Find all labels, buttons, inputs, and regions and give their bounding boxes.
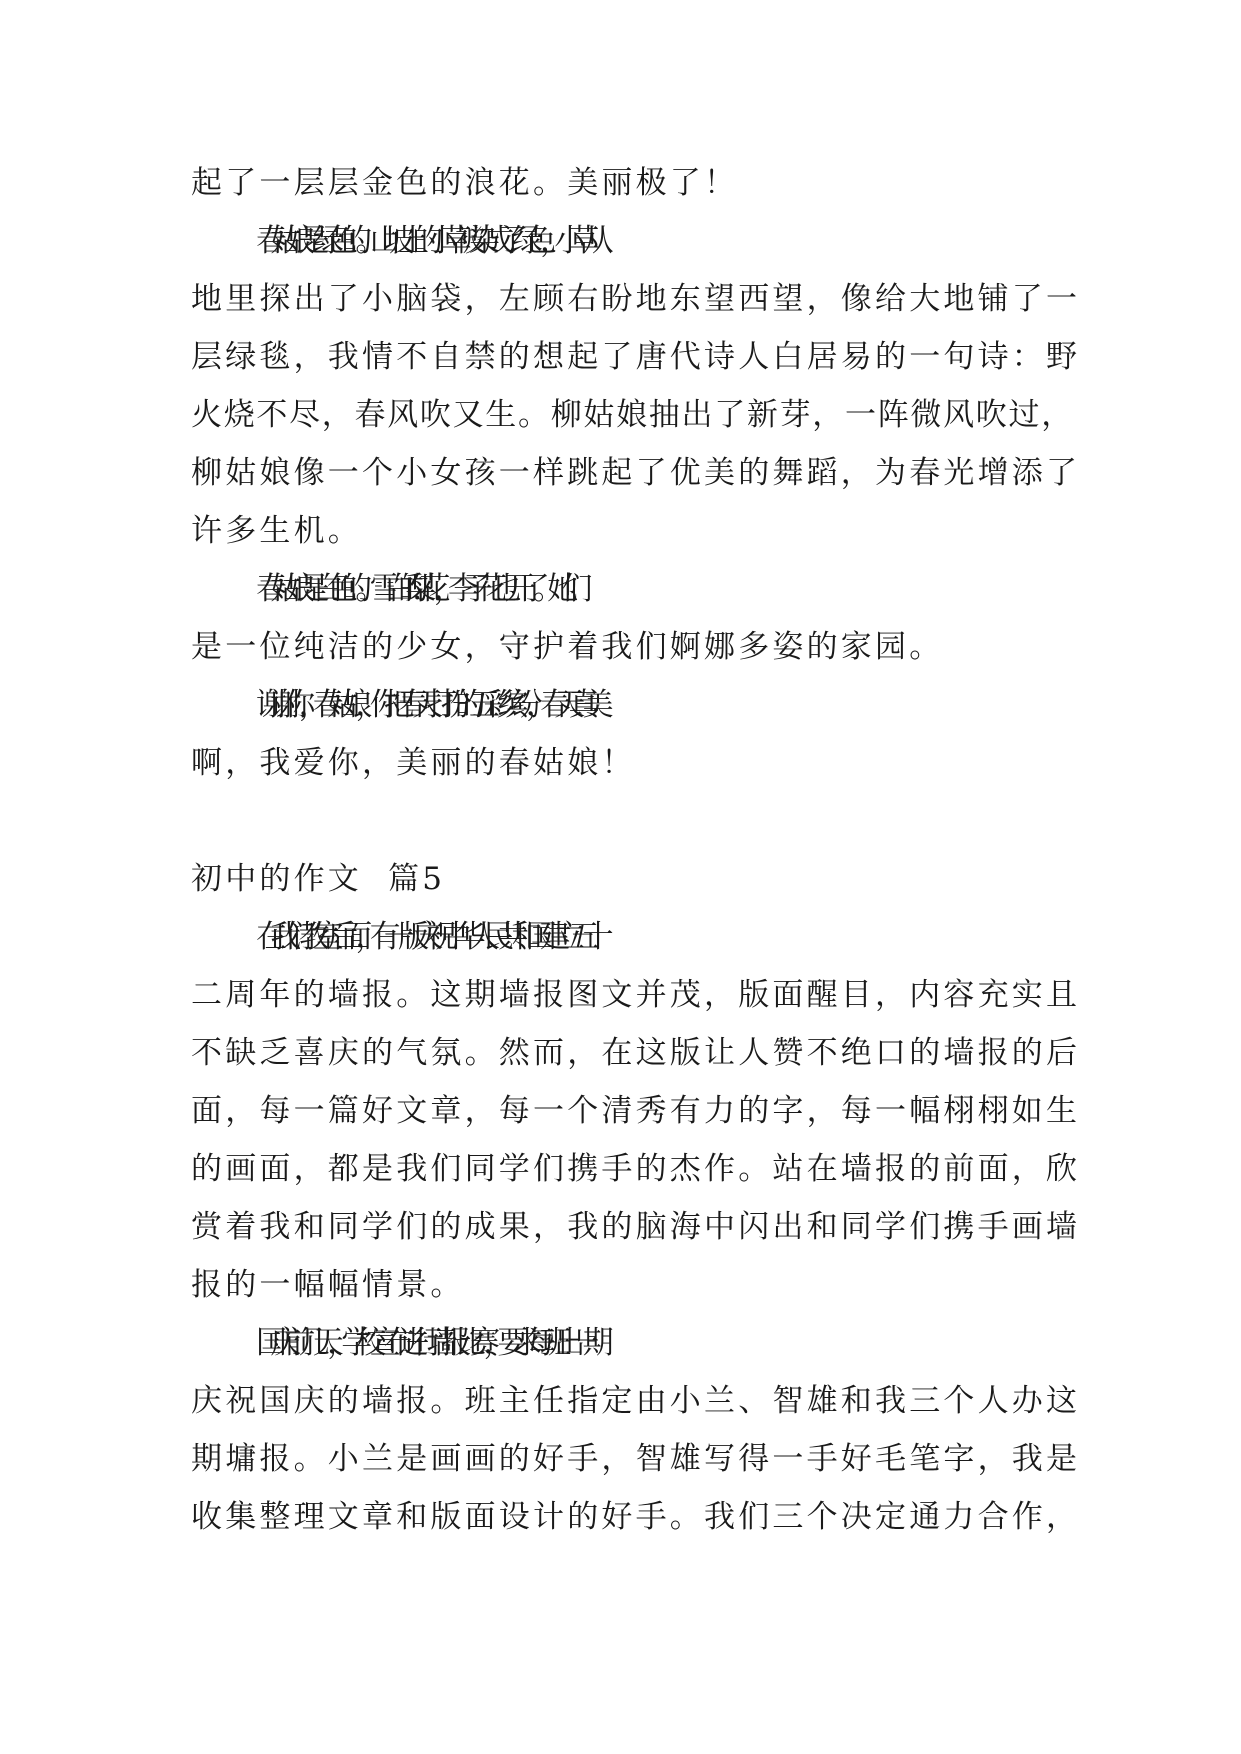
text-line: 是一位纯洁的少女，守护着我们婀娜多姿的家园。	[191, 629, 944, 665]
text-line: 地里探出了小脑袋，左顾右盼地东望西望，像给大地铺了一	[191, 281, 1081, 317]
text-line: 期墉报。小兰是画画的好手，智雄写得一手好毛笔字，我是	[191, 1441, 1081, 1477]
text-line: 面，每一篇好文章，每一个清秀有力的字，每一幅栩栩如生	[191, 1093, 1081, 1129]
text-line: 火烧不尽，春风吹又生。柳姑娘抽出了新芽，一阵微风吹过，	[191, 397, 1074, 433]
text-line: 报的一幅幅情景。	[191, 1267, 465, 1303]
text-line: 收集整理文章和版面设计的好手。我们三个决定通力合作，	[191, 1499, 1081, 1535]
paragraph-first-line: 国庆前几天，学校宣布进行墙报比赛，要求每班出一期	[256, 1325, 597, 1361]
text-line: 起了一层层金色的浪花。美丽极了！	[191, 165, 739, 201]
paragraph-first-line: 春姑娘是绿色的。山坡上的小草被染成了绿色，小草从	[256, 223, 597, 259]
text-line: 赏着我和同学们的成果，我的脑海中闪出和同学们携手画墙	[191, 1209, 1081, 1245]
paragraph-first-line: 春姑娘是白色的。雪白的.梨花，李子花也开了。她们	[256, 571, 576, 607]
text-line: 二周年的墙报。这期墙报图文并茂，版面醒目，内容充实且	[191, 977, 1081, 1013]
text-line: 庆祝国庆的墙报。班主任指定由小兰、智雄和我三个人办这	[191, 1383, 1081, 1419]
text-line: 的画面，都是我们同学们携手的杰作。站在墙报的前面，欣	[191, 1151, 1081, 1187]
section-heading: 初中的作文 篇5	[191, 861, 446, 897]
text-line: 层绿毯，我情不自禁的想起了唐代诗人白居易的一句诗：野	[191, 339, 1081, 375]
paragraph-first-line: 在我们教室后面，有一版庆祝中华人民共和国建立五十	[256, 919, 597, 955]
text-line: 柳姑娘像一个小女孩一样跳起了优美的舞蹈，为春光增添了	[191, 455, 1081, 491]
text-line: 不缺乏喜庆的气氛。然而，在这版让人赞不绝口的墙报的后	[191, 1035, 1081, 1071]
text-line: 啊，我爱你，美丽的春姑娘！	[191, 745, 636, 781]
paragraph-first-line: 谢谢你，春姑娘，你把春天打扮的五彩缤纷，春天真美	[256, 687, 597, 723]
text-line: 许多生机。	[191, 513, 362, 549]
